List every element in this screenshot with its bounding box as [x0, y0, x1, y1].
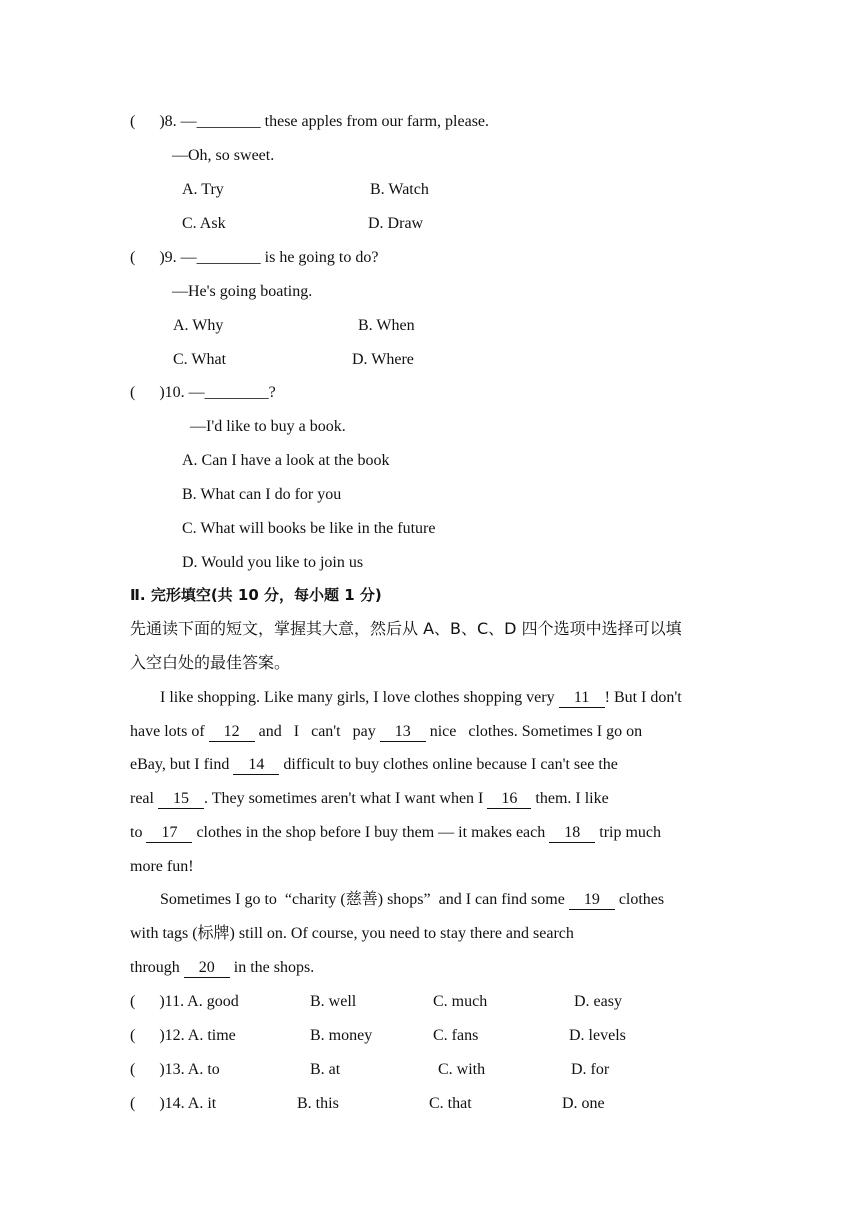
instruction-line-2: 入空白处的最佳答案。: [130, 653, 291, 672]
question-10-reply: —I'd like to buy a book.: [190, 418, 346, 435]
answer-paren: ( ): [130, 993, 165, 1010]
passage-text: eBay, but I find: [130, 756, 234, 773]
option-d: D. one: [562, 1095, 605, 1112]
answer-paren: ( ): [130, 1027, 165, 1044]
blank-15[interactable]: 15: [158, 791, 204, 809]
option-d: D. easy: [574, 993, 622, 1010]
instruction-line-1: 先通读下面的短文，掌握其大意，然后从 A、B、C、D 四个选项中选择可以填: [130, 619, 682, 638]
passage-text: in the shops.: [229, 959, 315, 976]
passage-line: [160, 688, 682, 708]
option-a: A. Can I have a look at the book: [182, 452, 390, 469]
question-prompt: 9. —________ is he going to do?: [164, 249, 379, 266]
blank-12[interactable]: 12: [209, 724, 255, 742]
passage-text: nice clothes. Sometimes I go on: [425, 723, 643, 740]
passage-line: more fun!: [130, 858, 194, 875]
option-c: C. that: [429, 1095, 472, 1112]
passage-text: trip much: [595, 824, 662, 841]
option-c: C. with: [438, 1061, 486, 1078]
question-8: [130, 112, 489, 132]
option-b: B. money: [310, 1027, 373, 1044]
blank-20[interactable]: 20: [184, 960, 230, 978]
passage-text: I like shopping. Like many girls, I love clothes shopping very: [160, 689, 559, 706]
option-a: A. Why: [173, 317, 224, 334]
option-c: C. What will books be like in the future: [182, 520, 436, 537]
section-number: Ⅱ.: [130, 586, 151, 604]
passage-text: Sometimes I go to “charity (慈善) shops” and I can find some: [160, 891, 569, 908]
passage-text: them. I like: [531, 790, 609, 807]
question-10: [130, 383, 276, 403]
option-a: 11. A. good: [164, 993, 239, 1010]
blank-17[interactable]: 17: [146, 825, 192, 843]
option-b: B. Watch: [370, 181, 429, 198]
passage-text: ! But I don't: [604, 689, 682, 706]
passage-line: [130, 722, 642, 742]
question-8-reply: —Oh, so sweet.: [172, 147, 275, 164]
passage-text: clothes: [614, 891, 665, 908]
option-b: B. well: [310, 993, 357, 1010]
question-prompt: 8. —________ these apples from our farm, please.: [164, 113, 490, 130]
blank-11[interactable]: 11: [559, 690, 605, 708]
passage-text: to: [130, 824, 147, 841]
blank-19[interactable]: 19: [569, 892, 615, 910]
blank-13[interactable]: 13: [380, 724, 426, 742]
option-b: B. this: [297, 1095, 339, 1112]
section-title: 完形填空(共 10 分，每小题 1 分): [150, 586, 382, 604]
answer-paren: ( ): [130, 384, 165, 401]
answer-paren: ( ): [130, 1061, 165, 1078]
option-d: D. for: [571, 1061, 610, 1078]
choice-row-14: [130, 1094, 216, 1114]
passage-line: [130, 755, 618, 775]
choice-row-13: [130, 1060, 220, 1080]
option-d: D. Where: [352, 351, 414, 368]
question-prompt: 10. —________?: [164, 384, 276, 401]
passage-line: [160, 890, 664, 910]
passage-text: and I can't pay: [254, 723, 380, 740]
passage-line: [130, 823, 661, 843]
passage-text: clothes in the shop before I buy them — it makes each: [192, 824, 550, 841]
option-b: B. When: [358, 317, 415, 334]
answer-paren: ( ): [130, 113, 165, 130]
blank-14[interactable]: 14: [233, 757, 279, 775]
passage-text: . They sometimes aren't what I want when I: [203, 790, 488, 807]
answer-paren: ( ): [130, 1095, 165, 1112]
question-9-reply: —He's going boating.: [172, 283, 313, 300]
passage-line: with tags (标牌) still on. Of course, you need to stay there and search: [130, 925, 574, 942]
option-c: C. fans: [433, 1027, 479, 1044]
option-d: D. Would you like to join us: [182, 554, 364, 571]
blank-18[interactable]: 18: [549, 825, 595, 843]
option-c: C. Ask: [182, 215, 226, 232]
option-c: C. What: [173, 351, 227, 368]
choice-row-12: [130, 1026, 236, 1046]
passage-line: [130, 958, 314, 978]
option-d: D. levels: [569, 1027, 626, 1044]
section-heading: [130, 585, 382, 606]
question-9: [130, 248, 378, 268]
option-a: 14. A. it: [164, 1095, 217, 1112]
option-c: C. much: [433, 993, 488, 1010]
passage-text: through: [130, 959, 184, 976]
option-a: 12. A. time: [164, 1027, 236, 1044]
option-b: B. at: [310, 1061, 341, 1078]
passage-text: have lots of: [130, 723, 209, 740]
passage-text: difficult to buy clothes online because I can't see the: [279, 756, 618, 773]
option-d: D. Draw: [368, 215, 424, 232]
option-a: 13. A. to: [164, 1061, 220, 1078]
answer-paren: ( ): [130, 249, 165, 266]
passage-text: real: [130, 790, 158, 807]
option-a: A. Try: [182, 181, 224, 198]
option-b: B. What can I do for you: [182, 486, 342, 503]
passage-line: [130, 789, 609, 809]
choice-row-11: [130, 992, 239, 1012]
blank-16[interactable]: 16: [487, 791, 531, 809]
